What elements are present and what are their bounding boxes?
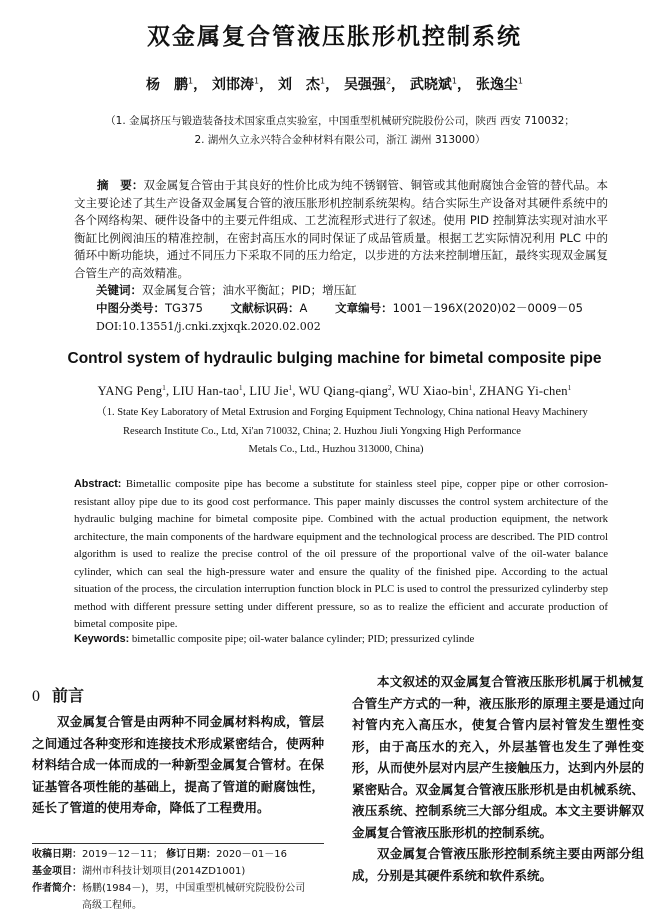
author-list-en: YANG Peng$^1$, LIU Han-tao$^1$, LIU Jie$^1$, WU Qiang-qiang$^2$, WU Xiao-bin$^1$, ZHANG Yi-chen$^1$ [97,384,572,399]
author-bio: 杨鹏(1984－)，男，中国重型机械研究院股份公司 [82,883,306,894]
author-name-en: YANG Peng [97,384,163,399]
author-name: 刘邯涛 [212,77,254,93]
abstract-cn-text: 双金属复合管由于其良好的性价比成为纯不锈钢管、铜管或其他耐腐蚀合金管的替代品。本文主要论述了其生产设备双金属复合管的液压胀形机控制系统架构。结合实际生产设备对其硬件系统中的各个网络构架、硬件设备中的主要元件组成、工艺流程形式进行了叙述。使用 PID 控制算法实现对油水平衡缸比例阀油压的精准控制，在密封高压水的同时保证了成品管质量。根据工艺实际情况利用 PLC 中的循环中断功能块，通过不同压力下采取不同的压力给定，以步进的方法来控制增压缸，最终实现双金属复合管生产的高效精准。 [74,178,608,280]
revised-date: 2020－01－16 [216,849,287,860]
footnote-author-cont: 高级工程师。 [82,900,142,911]
keywords-en-text: bimetallic composite pipe; oil-water balance cylinder; PID; pressurized cylinde [131,633,475,645]
abstract-cn-label: 摘 要： [97,178,144,192]
author-affiliation-mark: 1 [567,384,572,392]
affiliation-line: 2. 湖州久立永兴特合金种材料有限公司，浙江 湖州 313000） [194,134,486,146]
footnote-author [32,880,332,897]
author-affiliation-mark: 1 [517,76,523,86]
section-heading [32,683,84,706]
body-paragraph: 双金属复合管液压胀形控制系统主要由两部分组成，分别是其硬件系统和软件系统。 [352,846,644,883]
footnote-divider [32,843,324,844]
author-affiliation-mark: 1 [239,384,243,392]
author-affiliation-mark: 2 [385,76,392,86]
author-name: 武晓斌 [409,77,452,93]
abstract-en-label: Abstract: [74,478,122,490]
doi: DOI:10.13551/j.cnki.zxjxqk.2020.02.002 [96,320,321,333]
affiliations [60,112,620,150]
author-name: 吴强强 [343,77,386,93]
doc-code-value: A [299,301,308,315]
author-name: 张逸尘 [475,77,518,93]
author-affiliation-mark: 1 [188,76,194,86]
author-name-en: WU Qiang-qiang [298,384,389,399]
affiliation-line-en: Metals Co., Ltd., Huzhou 313000, China) [248,444,424,455]
keywords-cn [96,282,357,300]
paper-title-en: Control system of hydraulic bulging machine for bimetal composite pipe [67,350,602,367]
keywords-en [74,633,608,645]
author-name-en: LIU Han-tao [172,384,240,399]
article-number-label: 文章编号： [335,301,393,315]
footnote-dates [32,846,332,863]
author-affiliation-mark: 1 [319,76,326,86]
author-name-en: ZHANG Yi-chen [479,384,568,399]
author-name-en: LIU Jie [249,384,289,399]
doc-code-label: 文献标识码： [230,301,300,315]
received-label: 收稿日期： [32,849,82,860]
abstract-en-text: Bimetallic composite pipe has become a substitute for stainless steel pipe, copper pipe or other corrosion-resistant alloy pipe due to its good cost performance. This paper mainly discusses the control system architecture of the hydraulic bulging machine for bimetal composite pipe. Combined with the actual production equipment, the network architecture, the main components of the hardware equipment and the technological process are described. The PID control algorithm is used to realize the precise control of the oil pressure of the proportional valve of the oil-water balance cylinder, which can seal the high-pressure water and ensure the quality of the finished pipe. According to the actual situation of the process, the circulation interruption function block in PLC is used to control the pressurized cylinderby step method with different pressure setting under different pressure, so as to realize the efficient and accurate production of bimetal composite pipe. [74,478,608,630]
body-paragraph: 本文叙述的双金属复合管液压胀形机属于机械复合管生产方式的一种，液压胀形的原理主要是通过向衬管内充入高压水，使复合管内层衬管发生塑性变形，由于高压水的充入，外层基管也发生了弹性变形，从而使外层对内层产生接触压力，达到内外层的紧密贴合。双金属复合管液压胀形机是由机械系统、液压系统、控制系统三大部分组成。本文主要讲解双金属复合管液压胀形机的控制系统。 [352,674,644,840]
article-number-value: 1001－196X(2020)02－0009－05 [392,301,583,315]
section-number: 0 [32,688,40,705]
section-title: 前言 [52,686,85,705]
author-affiliation-mark: 1 [254,76,260,86]
affiliation-line: （1. 金属挤压与锻造装备技术国家重点实验室，中国重型机械研究院股份公司，陕西 西安 710032； [105,115,575,127]
author-bio-label: 作者简介： [32,883,82,894]
abstract-cn [74,177,608,282]
affiliation-line-en: （1. State Key Laboratory of Metal Extrusion and Forging Equipment Technology, China national Heavy Machinery [96,407,588,418]
body-text-left: 双金属复合管是由两种不同金属材料构成，管层之间通过各种变形和连接技术形成紧密结合，使两种材料结合成一体而成的一种新型金属复合管材。在保证基管各项性能的基础上，提高了管道的耐腐蚀性，延长了管道的使用寿命，降低了工程费用。 [32,714,324,815]
paper-title: 双金属复合管液压胀形机控制系统 [147,24,522,50]
clc-label: 中图分类号： [96,301,165,315]
revised-label: 修订日期： [166,849,217,860]
abstract-en [74,476,608,634]
keywords-cn-text: 双金属复合管；油水平衡缸；PID；增压缸 [142,283,357,297]
keywords-cn-label: 关键词： [96,283,142,297]
clc-value: TG375 [165,301,203,315]
footnote-fund [32,863,332,880]
author-name-en: WU Xiao-bin [398,384,469,399]
author-name: 刘 杰 [277,77,320,93]
author-affiliation-mark: 1 [162,384,166,392]
author-list: 杨 鹏$^1$， 刘邯涛$^1$， 刘 杰$^1$， 吴强强$^2$， 武晓斌$^1$， 张逸尘$^1$ [146,76,523,93]
affiliations-en [62,404,622,460]
body-text-right [352,671,644,886]
fund-value: 湖州市科技计划项目(2014ZD1001) [82,866,246,877]
author-affiliation-mark: 1 [451,76,457,86]
author-affiliation-mark: 2 [388,384,392,392]
affiliation-line-en: Research Institute Co., Ltd, Xi'an 710032, China; 2. Huzhou Jiuli Yongxing High Performance [123,425,521,437]
fund-label: 基金项目： [32,866,82,877]
author-affiliation-mark: 1 [288,384,293,392]
received-date: 2019－12－11； [82,849,163,860]
classification-line [96,300,583,318]
author-affiliation-mark: 1 [468,384,473,392]
author-name: 杨 鹏 [146,77,189,93]
keywords-en-label: Keywords: [74,633,130,645]
